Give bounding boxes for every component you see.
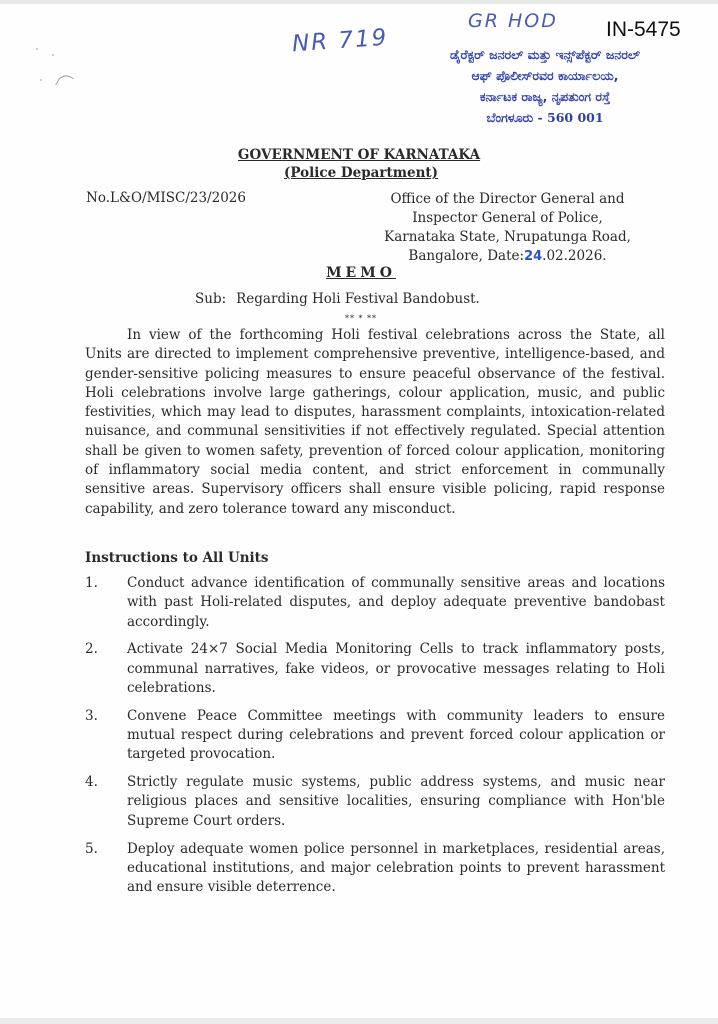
scan-speck — [52, 54, 54, 56]
instructions-list — [85, 574, 665, 906]
date-rest: .02.2026. — [542, 248, 607, 264]
stamp-line: ಬೆಂಗಳೂರು - 560 001 — [486, 110, 604, 125]
department-title: (Police Department) — [283, 165, 439, 181]
intro-paragraph: In view of the forthcoming Holi festival celebrations across the State, all Units are directed to implement comprehensive preventive, intelligence-based, and gender-sensitive policing measures to ensure peaceful observance of the festival. Holi celebrations involve large gatherings, colour application, music, and public festivities, which may lead to disputes, harassment complaints, intoxication-related nuisance, and communal sensitivities if not effectively regulated. Special attention shall be given to women safety, prevention of forced colour application, monitoring of inflammatory social media content, and strict enforcement in communally sensitive areas. Supervisory officers shall ensure visible policing, rapid response capability, and zero tolerance toward any misconduct. — [85, 327, 665, 517]
instructions-heading: Instructions to All Units — [85, 550, 269, 566]
scan-speck — [36, 48, 38, 50]
instruction-text: Conduct advance identification of communally sensitive areas and locations with past Holi-related disputes, and deploy adequate preventive bandobast accordingly. — [127, 575, 665, 630]
date-day-handwritten: 24 — [524, 249, 543, 264]
office-line: Karnataka State, Nrupatunga Road, — [384, 229, 631, 245]
stamp-line: ಆಫ್ ಪೊಲೀಸ್‌ರವರ ಕಾರ್ಯಾಲಯ, — [471, 68, 619, 83]
scan-bottom-edge — [0, 1018, 718, 1024]
instruction-number: 4. — [85, 774, 98, 791]
instruction-number: 1. — [85, 575, 98, 591]
reference-number: No.L&O/MISC/23/2026 — [86, 190, 246, 206]
memo-title: MEMO — [326, 265, 396, 281]
subject-label: Sub: — [195, 291, 227, 307]
government-title: GOVERNMENT OF KARNATAKA — [237, 147, 481, 163]
handwritten-note-left: NR 719 — [291, 24, 390, 58]
instruction-number: 5. — [85, 840, 98, 857]
office-line: Office of the Director General and — [390, 191, 625, 207]
instruction-number: 2. — [85, 641, 98, 658]
subject-text: Regarding Holi Festival Bandobust. — [236, 291, 480, 307]
instruction-text: Strictly regulate music systems, public address systems, and music near religious places and sensitive localities, ensuring compliance with Hon'ble Supreme Court orders. — [127, 774, 665, 829]
instruction-item — [85, 707, 665, 765]
handwritten-note-right: GR HOD — [468, 10, 558, 32]
inward-number: IN-5475 — [606, 18, 681, 41]
instruction-item — [85, 574, 665, 632]
instruction-item — [85, 640, 665, 698]
separator: ** * ** — [344, 314, 378, 323]
office-date-line — [355, 247, 660, 266]
stamp-line: ಡೈರೆಕ್ಟರ್ ಜನರಲ್ ಮತ್ತು ಇನ್ಸ್‌ಪೆಕ್ಟರ್ ಜನರಲ್ — [449, 47, 641, 62]
instruction-number: 3. — [85, 707, 98, 724]
office-address — [355, 190, 660, 266]
office-stamp — [400, 44, 690, 128]
instruction-text: Deploy adequate women police personnel in marketplaces, residential areas, educational institutions, and major celebration points to prevent harassment and ensure visible deterrence. — [127, 840, 665, 896]
office-line: Inspector General of Police, — [412, 210, 603, 226]
scan-speck — [40, 79, 42, 81]
stamp-line: ಕರ್ನಾಟಕ ರಾಜ್ಯ, ನೃಪತುಂಗ ರಸ್ತೆ — [479, 89, 611, 104]
instruction-item — [85, 773, 665, 831]
instruction-text: Convene Peace Committee meetings with community leaders to ensure mutual respect during celebrations and prevent forced colour application or targeted provocation. — [127, 707, 665, 763]
instruction-text: Activate 24×7 Social Media Monitoring Cells to track inflammatory posts, communal narratives, fake videos, or provocative messages relating to Holi celebrations. — [127, 641, 665, 696]
punch-hole-mark — [55, 72, 74, 91]
date-prefix: Bangalore, Date: — [408, 248, 525, 264]
instruction-item — [85, 840, 665, 898]
subject-line — [195, 291, 480, 307]
